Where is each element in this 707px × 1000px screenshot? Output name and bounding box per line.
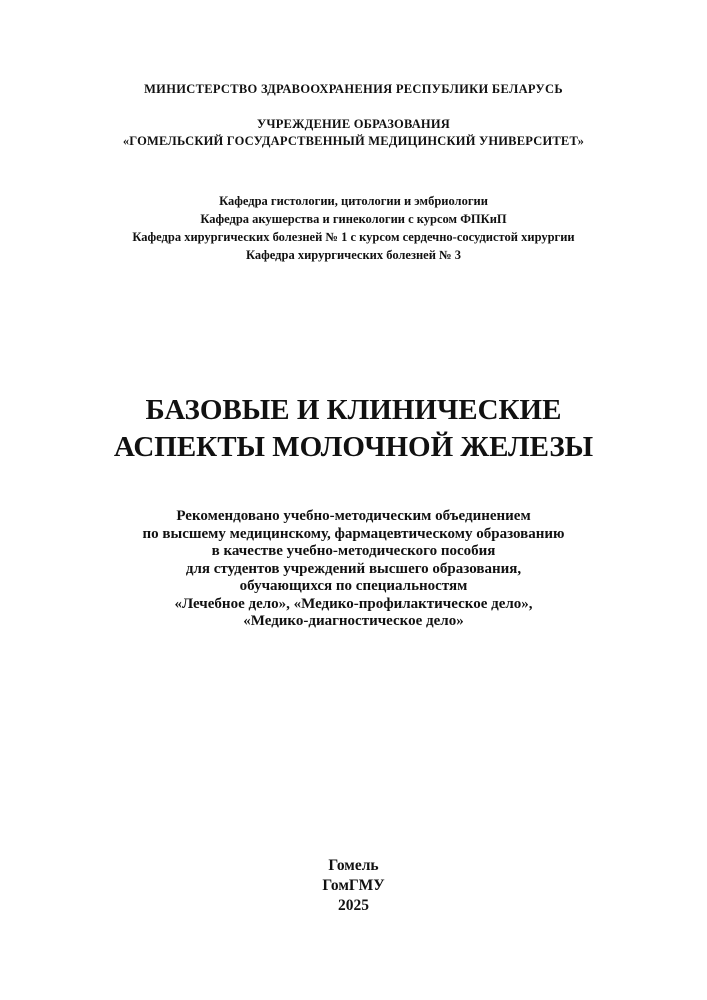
recommendation-line: в качестве учебно-методического пособия bbox=[211, 543, 496, 559]
department-line: Кафедра хирургических болезней № 3 bbox=[246, 248, 461, 262]
institution-line-1: УЧРЕЖДЕНИЕ ОБРАЗОВАНИЯ bbox=[256, 117, 451, 131]
recommendation-line: «Медико-диагностическое дело» bbox=[243, 613, 464, 629]
departments-list bbox=[0, 192, 707, 264]
imprint-city: Гомель bbox=[328, 857, 379, 874]
title-line-1: БАЗОВЫЕ И КЛИНИЧЕСКИЕ bbox=[145, 394, 562, 426]
institution-name bbox=[0, 116, 707, 150]
recommendation-line: для студентов учреждений высшего образования, bbox=[185, 560, 522, 577]
department-line: Кафедра гистологии, цитологии и эмбриологии bbox=[219, 194, 488, 208]
ministry-line: МИНИСТЕРСТВО ЗДРАВООХРАНЕНИЯ РЕСПУБЛИКИ БЕЛАРУСЬ bbox=[144, 82, 563, 96]
institution-line-2: «ГОМЕЛЬСКИЙ ГОСУДАРСТВЕННЫЙ МЕДИЦИНСКИЙ УНИВЕРСИТЕТ» bbox=[122, 134, 585, 148]
recommendation-block bbox=[0, 508, 707, 631]
recommendation-line: по высшему медицинскому, фармацевтическому образованию bbox=[142, 525, 565, 542]
recommendation-line: обучающихся по специальностям bbox=[239, 578, 468, 594]
ministry-name bbox=[0, 82, 707, 97]
title-line-2: АСПЕКТЫ МОЛОЧНОЙ ЖЕЛЕЗЫ bbox=[113, 431, 594, 463]
department-line: Кафедра акушерства и гинекологии с курсом ФПКиП bbox=[200, 212, 507, 226]
document-title bbox=[0, 392, 707, 466]
recommendation-line: «Лечебное дело», «Медико-профилактическое дело», bbox=[174, 595, 533, 612]
department-line: Кафедра хирургических болезней № 1 с курсом сердечно-сосудистой хирургии bbox=[132, 230, 575, 244]
recommendation-line: Рекомендовано учебно-методическим объединением bbox=[176, 508, 531, 524]
imprint-block bbox=[0, 856, 707, 916]
imprint-publisher: ГомГМУ bbox=[322, 877, 385, 894]
imprint-year: 2025 bbox=[338, 897, 369, 914]
